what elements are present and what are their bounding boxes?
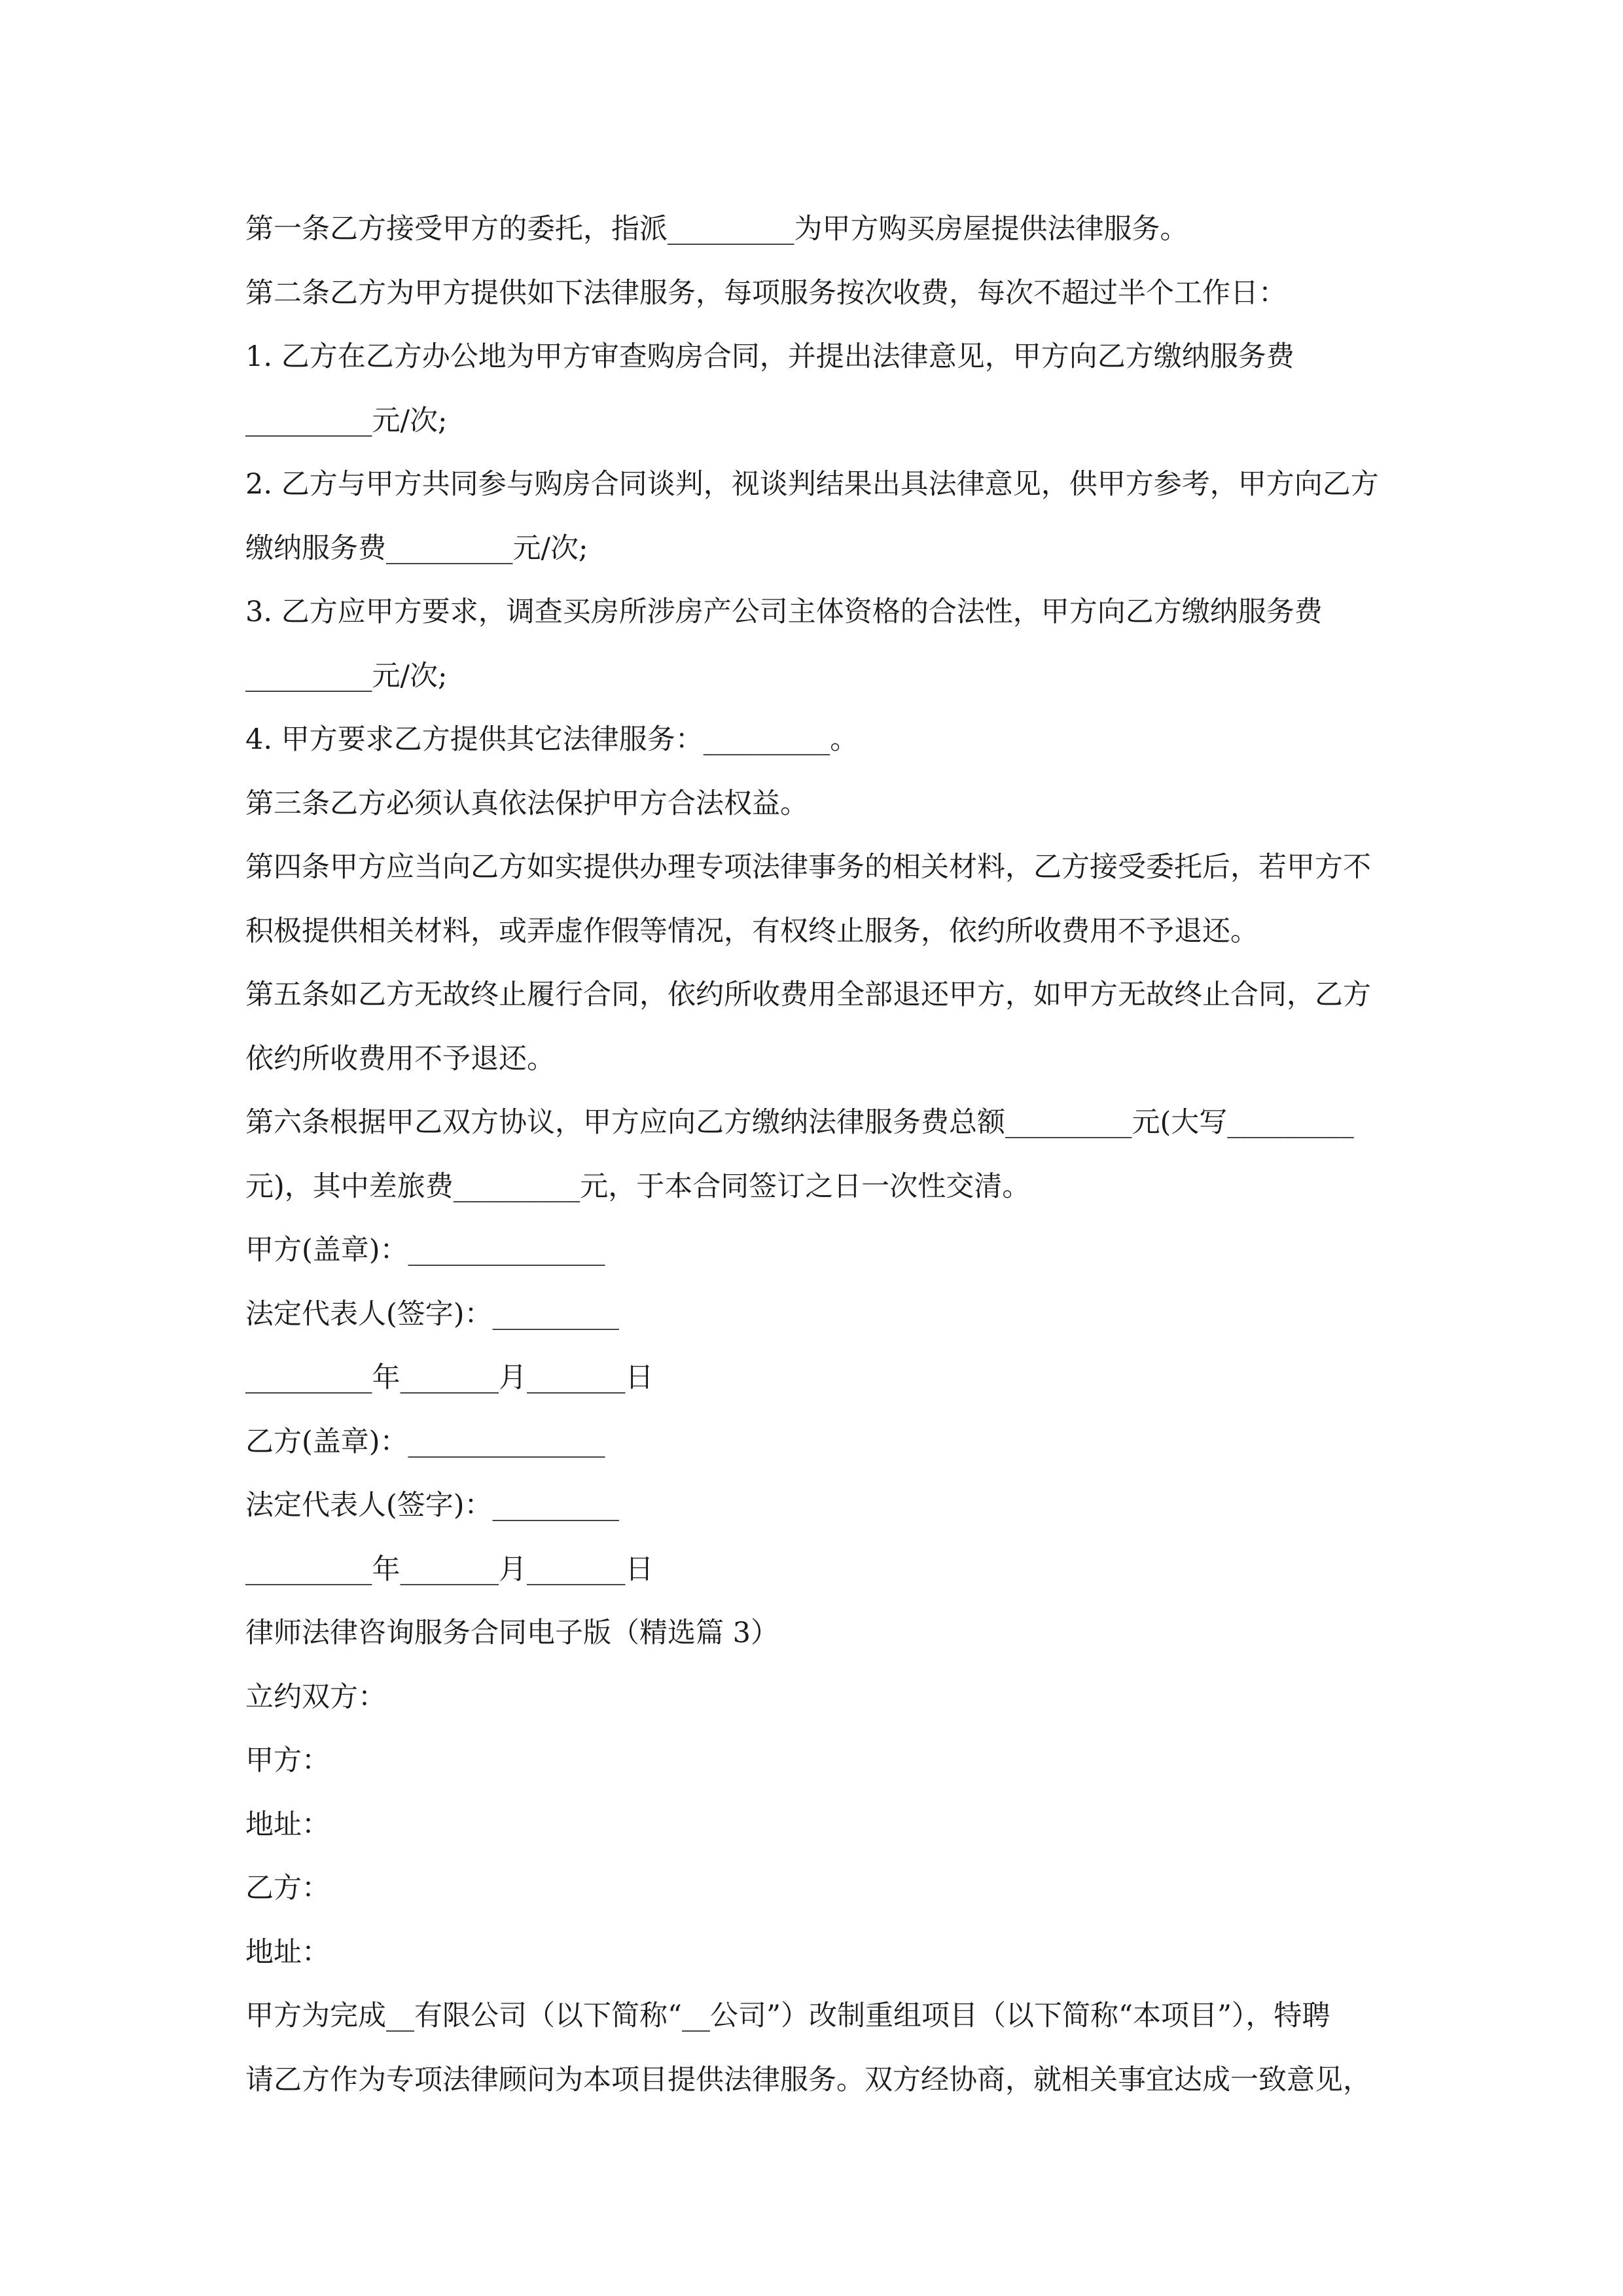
party-a-representative-line: 法定代表人(签字)：_________: [245, 1297, 620, 1331]
clause-6-line: 第六条根据甲乙双方协议，甲方应向乙方缴纳法律服务费总额_________元(大写_________: [245, 1106, 1354, 1139]
document-body: [245, 203, 1381, 2117]
preamble-line: 甲方为完成__有限公司（以下简称“__公司”）改制重组项目（以下简称“本项目”），特聘: [245, 2000, 1330, 2032]
party-a-seal-line: 甲方(盖章)：______________: [245, 1234, 605, 1266]
clause-4-line: 第四条甲方应当向乙方如实提供办理专项法律事务的相关材料，乙方接受委托后，若甲方不: [245, 851, 1371, 884]
clause-4-cont-line: 积极提供相关材料，或弄虚作假等情况，有权终止服务，依约所收费用不予退还。: [245, 914, 1258, 948]
clause-1-line: 第一条乙方接受甲方的委托，指派_________为甲方购买房屋提供法律服务。: [245, 213, 1188, 245]
preamble-cont-line: 请乙方作为专项法律顾问为本项目提供法律服务。双方经协商，就相关事宜达成一致意见，: [245, 2063, 1371, 2096]
service-item-2-line: 2. 乙方与甲方共同参与购房合同谈判，视谈判结果出具法律意见，供甲方参考，甲方向乙方: [245, 468, 1379, 501]
party-b-label: 乙方：: [245, 1872, 330, 1905]
service-item-2-fee-line: 缴纳服务费_________元/次;: [245, 531, 588, 565]
party-a-label: 甲方：: [245, 1744, 330, 1777]
service-item-3-fee-line: _________元/次;: [245, 659, 448, 692]
clause-5-cont-line: 依约所收费用不予退还。: [245, 1042, 555, 1075]
service-item-1-fee-line: _________元/次;: [245, 404, 448, 437]
party-b-representative-line: 法定代表人(签字)：_________: [245, 1489, 620, 1522]
clause-2-line: 第二条乙方为甲方提供如下法律服务，每项服务按次收费，每次不超过半个工作日：: [245, 276, 1287, 310]
service-item-1-line: 1. 乙方在乙方办公地为甲方审查购房合同，并提出法律意见，甲方向乙方缴纳服务费: [245, 340, 1294, 373]
clause-6-cont-line: 元)，其中差旅费_________元，于本合同签订之日一次性交清。: [245, 1170, 1031, 1203]
clause-3-line: 第三条乙方必须认真依法保护甲方合法权益。: [245, 787, 808, 820]
party-b-date-line: _________年_______月_______日: [245, 1552, 654, 1586]
party-b-seal-line: 乙方(盖章)：______________: [245, 1425, 605, 1458]
service-item-4-line: 4. 甲方要求乙方提供其它法律服务：_________。: [245, 723, 859, 756]
service-item-3-line: 3. 乙方应甲方要求，调查买房所涉房产公司主体资格的合法性，甲方向乙方缴纳服务费: [245, 596, 1323, 628]
clause-5-line: 第五条如乙方无故终止履行合同，依约所收费用全部退还甲方，如甲方无故终止合同，乙方: [245, 978, 1371, 1011]
parties-heading: 立约双方：: [245, 1680, 386, 1713]
party-a-date-line: _________年_______月_______日: [245, 1361, 654, 1394]
section-title: 律师法律咨询服务合同电子版（精选篇 3）: [245, 1617, 779, 1649]
party-b-address-label: 地址：: [245, 1935, 330, 1969]
party-a-address-label: 地址：: [245, 1808, 330, 1841]
